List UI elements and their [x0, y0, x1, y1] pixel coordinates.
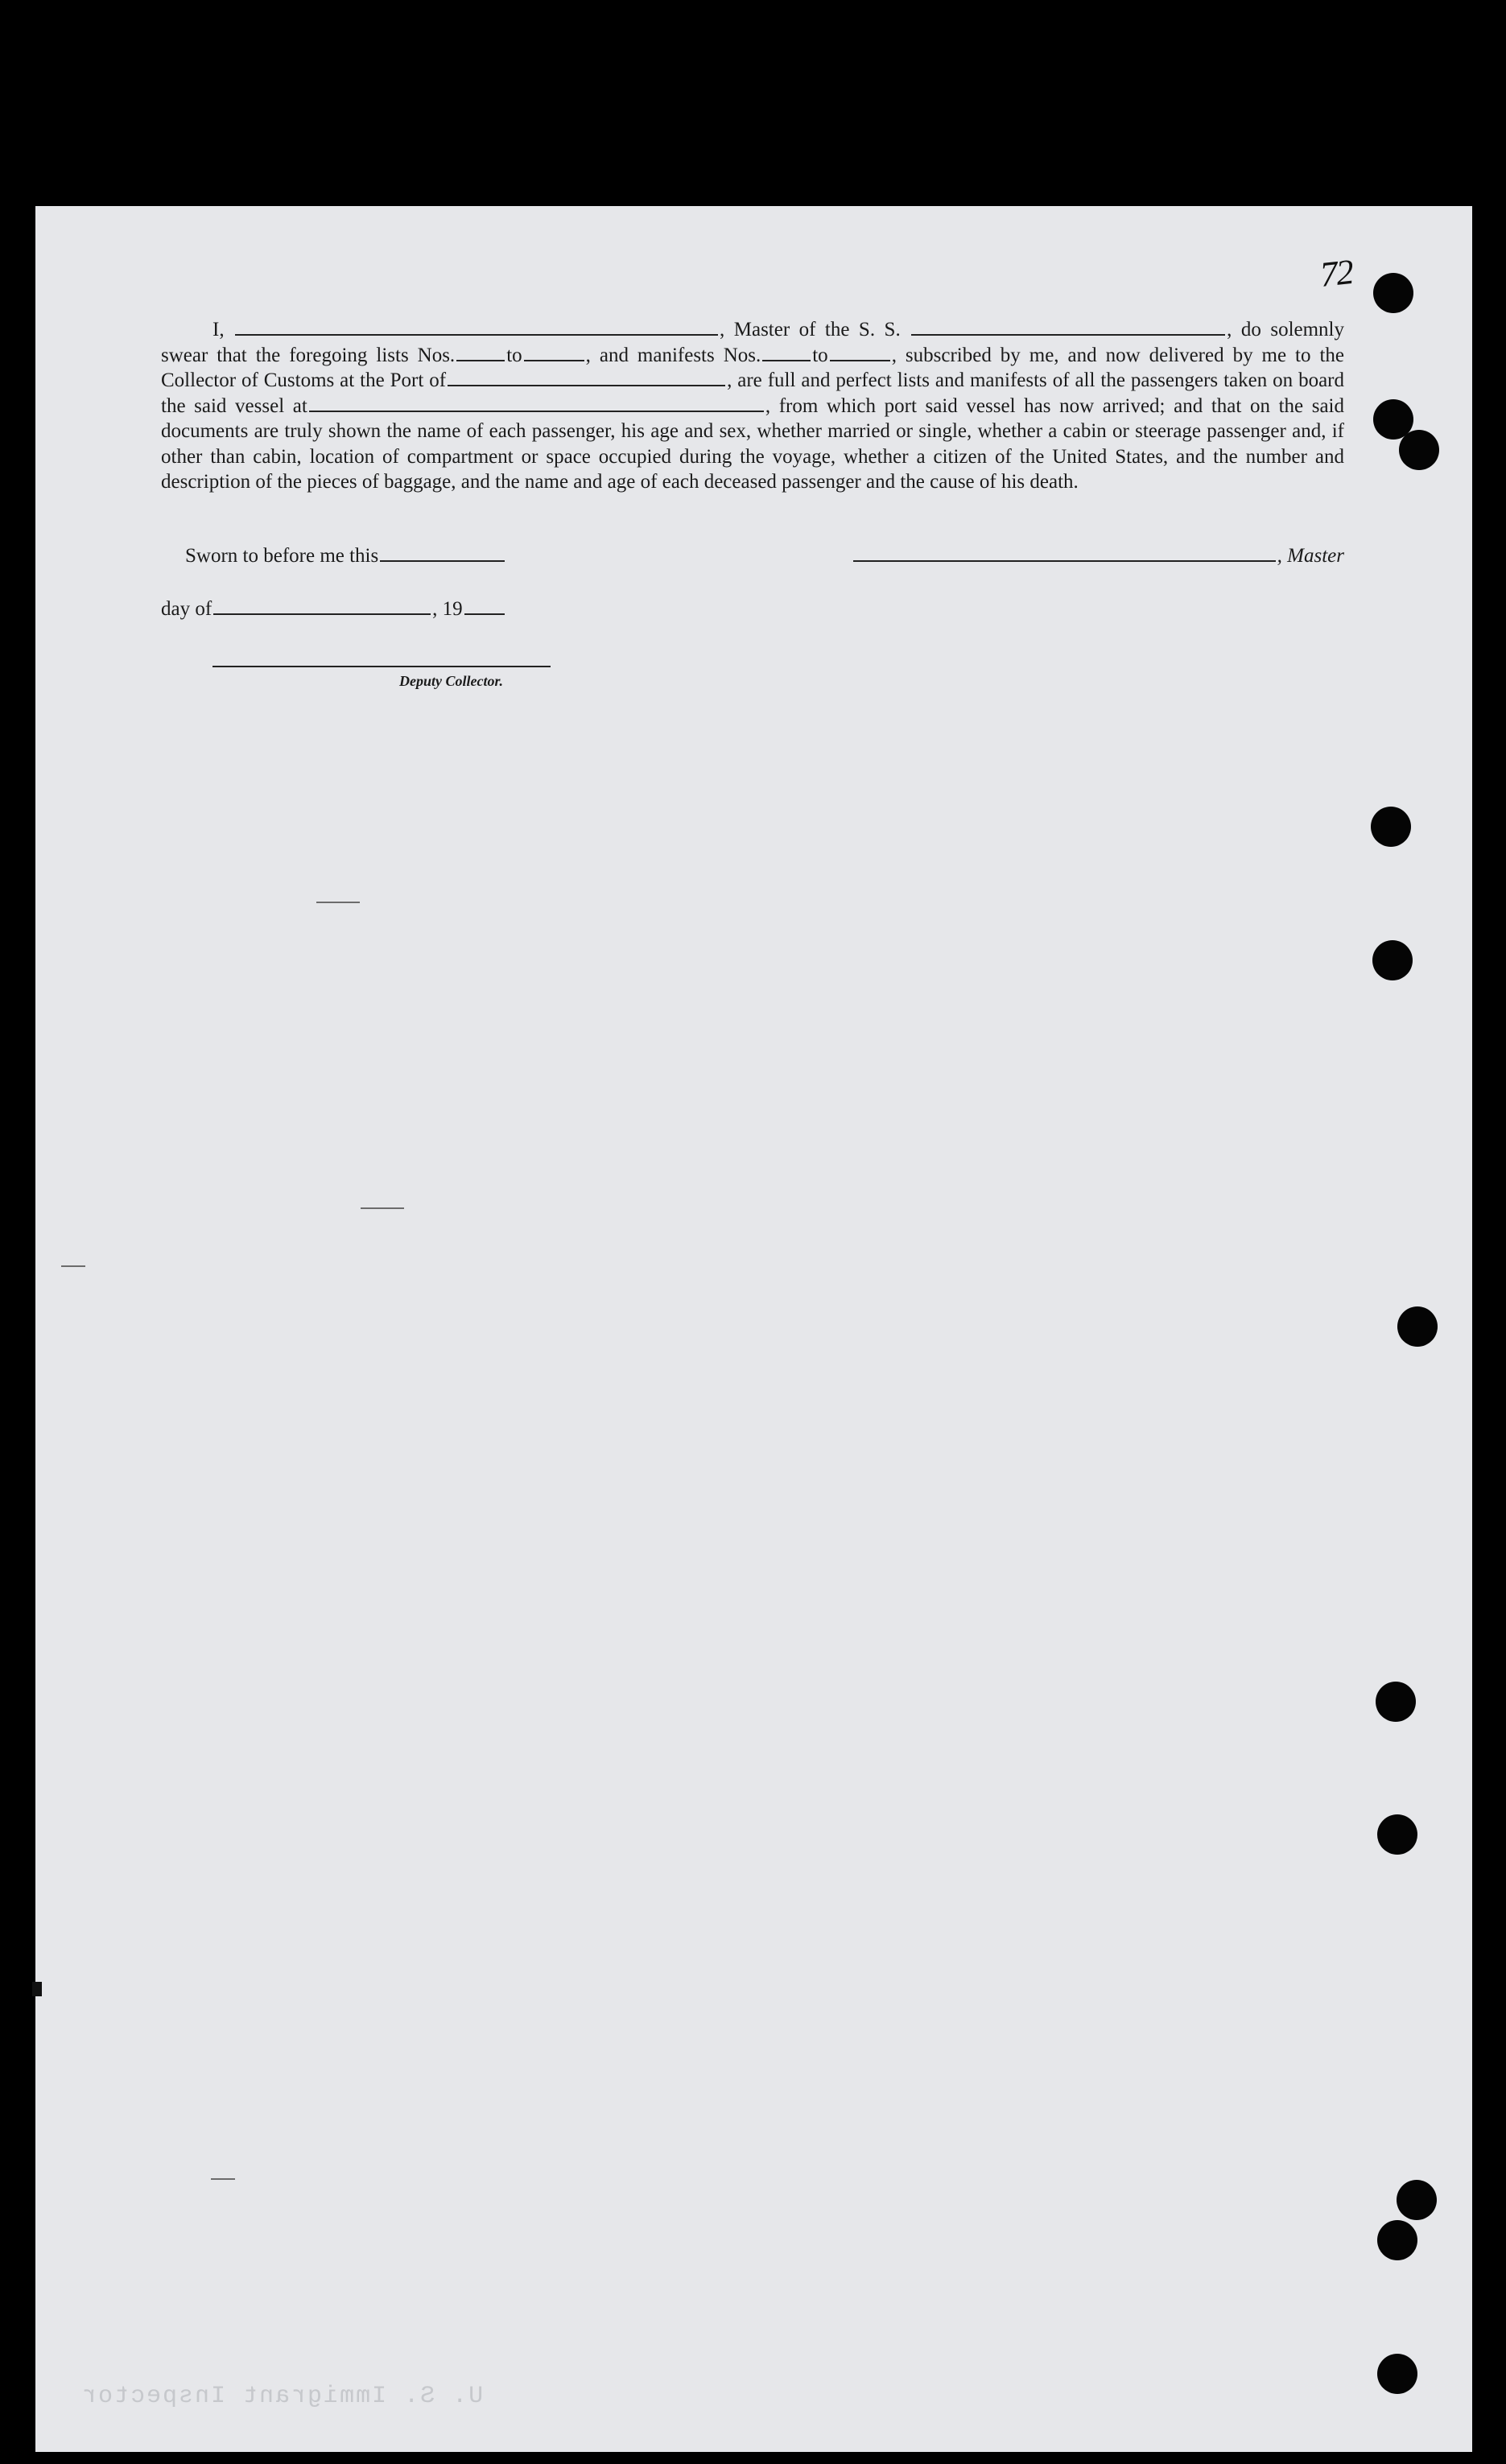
scan-mark: [211, 2178, 235, 2180]
sworn-label: Sworn to before me this: [185, 545, 379, 567]
manifests-from-blank: [762, 344, 811, 361]
scan-mark: [361, 1207, 404, 1209]
oath-text: I,: [212, 319, 225, 341]
sworn-day-blank: [380, 544, 505, 562]
document-page: [35, 206, 1472, 2452]
oath-text: , subscribed by me, and now: [891, 344, 1141, 366]
year-label: , 19: [432, 598, 463, 620]
punch-hole: [1373, 273, 1413, 313]
master-signature: [852, 544, 1344, 568]
oath-text: swear that the foregoing lists Nos.: [161, 344, 456, 366]
oath-text: , from which: [765, 394, 877, 417]
punch-hole: [1399, 430, 1439, 470]
faded-inspector-stamp: U. S. Immigrant Inspector: [80, 2383, 484, 2410]
departure-port-blank: [309, 394, 764, 412]
port-blank: [448, 369, 725, 386]
sworn-line: [161, 544, 1344, 572]
punch-hole: [1377, 1814, 1417, 1855]
vessel-name-blank: [911, 318, 1225, 336]
month-blank: [213, 597, 431, 615]
master-signature-blank: [853, 544, 1276, 562]
oath-text: port said vessel has now arrived; and that on the said documents are truly shown the name of each passenger, his age and sex, whether married or single, whether a cabin or steerage passenger and, if other than cabin, location of compartment or space occupied during the voyage, whether a citizen of the United States, and the number and description of the pieces of baggage, and the name and age of each deceased passenger and the cause of his death.: [161, 394, 1345, 493]
punch-hole: [1397, 2180, 1437, 2220]
lists-from-blank: [456, 344, 505, 361]
oath-text: to: [812, 344, 828, 366]
oath-text: , and manifests Nos.: [585, 344, 761, 366]
day-line: [161, 597, 506, 621]
oath-text: , do solemnly: [1227, 319, 1345, 341]
master-label: , Master: [1277, 545, 1344, 567]
handwritten-page-number: 72: [1318, 252, 1355, 295]
scan-mark: [316, 902, 360, 903]
sworn-left: [185, 544, 506, 568]
manifests-to-blank: [830, 344, 890, 361]
oath-text: manifests of all the passengers taken on board the said vessel at: [161, 369, 1345, 417]
oath-text: delivered by me to the Collector of Customs at the Port of: [161, 344, 1344, 391]
oath-paragraph: [161, 317, 1344, 495]
punch-hole: [1372, 940, 1413, 980]
punch-hole: [1377, 2220, 1417, 2260]
oath-text: , Master of the S. S.: [720, 319, 901, 341]
punch-hole: [1376, 1682, 1416, 1722]
punch-hole: [1397, 1306, 1438, 1347]
punch-hole: [1377, 2354, 1417, 2394]
oath-text: to: [506, 344, 522, 366]
deputy-collector-label: Deputy Collector.: [399, 673, 503, 689]
punch-hole: [1371, 807, 1411, 847]
day-of-label: day of: [161, 598, 212, 620]
deputy-signature-line: [212, 666, 551, 667]
master-name-blank: [235, 318, 718, 336]
scan-mark: [61, 1265, 85, 1267]
lists-to-blank: [524, 344, 584, 361]
scan-mark: [32, 1982, 42, 1996]
year-blank: [464, 597, 505, 615]
oath-text: , are full and perfect lists and: [727, 369, 965, 391]
